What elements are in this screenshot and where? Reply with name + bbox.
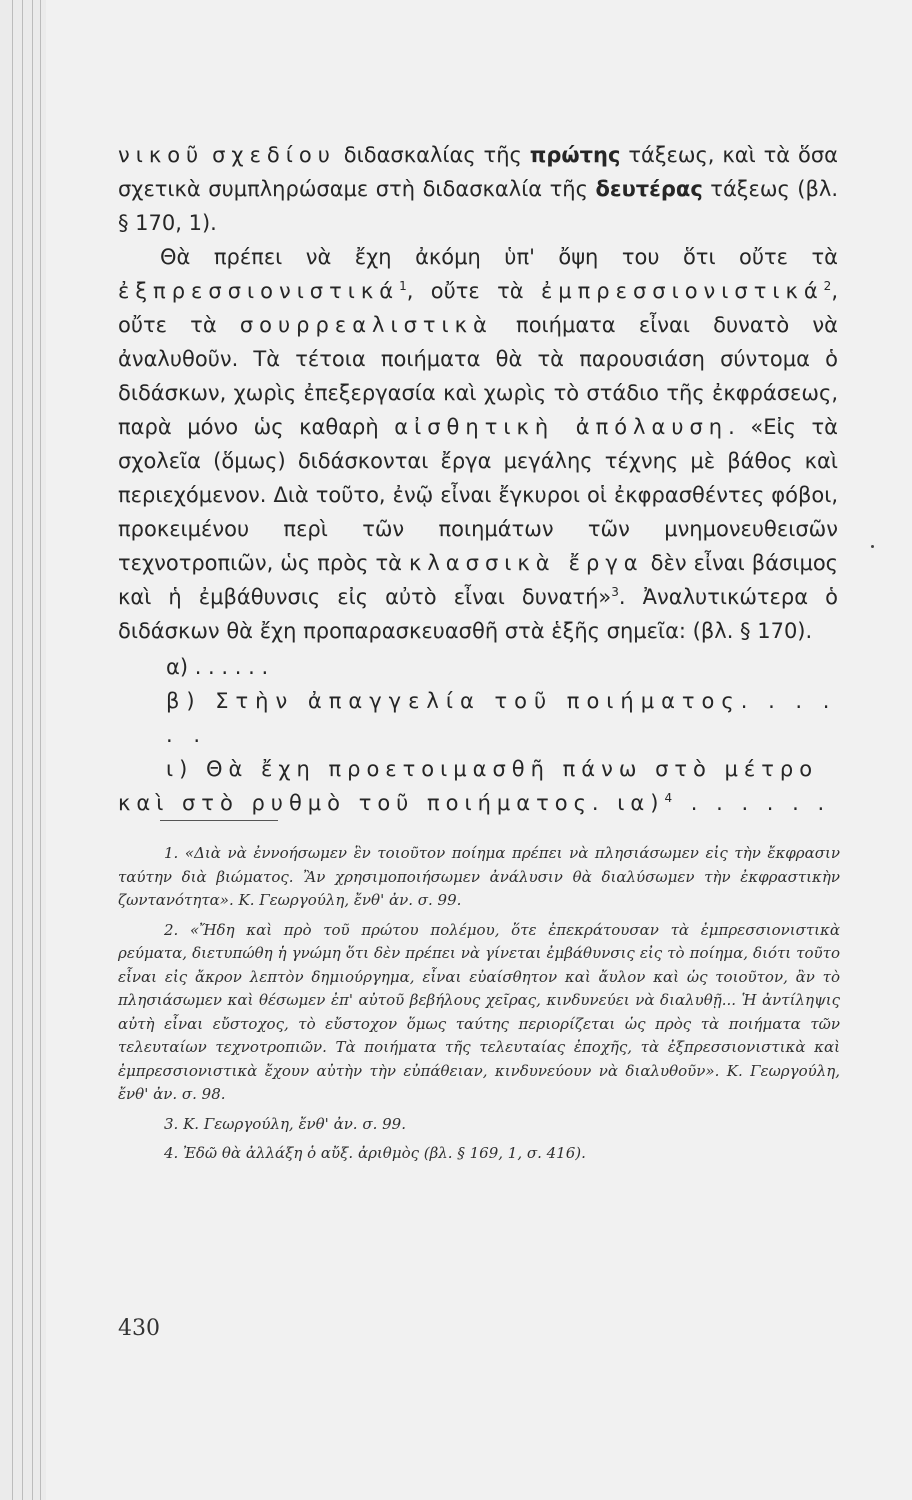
spaced-term: ἐμπρεσσιονιστικά [540,279,824,303]
footnote-ref: 2 [823,279,832,293]
text-run: , οὔτε τὰ [118,279,838,337]
binding-edge-line [32,0,33,1500]
text-run: δὲν εἶναι βάσιμος καὶ ἡ ἐμβάθυνσις εἰς αὐτὸ εἶναι δυνατή» [118,551,838,609]
footnote-ref: 1 [399,279,407,293]
text-run: . . . . . . [678,791,831,815]
list-item-b: β) Στὴν ἀπαγγελία τοῦ ποιήματος. . . . . . [166,689,837,747]
list-item-a: α) . . . . . . [166,655,269,679]
binding-edge-line [40,0,41,1500]
text-run: ποιήματα εἶναι δυνατὸ νὰ ἀναλυθοῦν. Τὰ τέτοια ποιήματα θὰ τὰ παρουσιάση σύντομα ὁ διδάσκων, χωρὶς ἐπεξεργασία καὶ χωρὶς τὸ στάδιο τῆς ἐκφράσεως, παρὰ μόνο ὡς καθαρὴ [118,313,838,439]
text-run: , οὔτε τὰ [406,279,541,303]
spaced-term: ἐξπρεσσιονιστικά [118,279,400,303]
list-item-i [118,752,838,820]
margin-mark [871,545,874,548]
text-run: ι) Θὰ ἔχη προετοιμασθῆ πάνω στὸ μέτρο καὶ στὸ ρυθμὸ τοῦ ποιήματος. ια) [118,757,819,815]
footnote-2: 2. «Ἤδη καὶ πρὸ τοῦ πρώτου πολέμου, ὅτε ἐπεκράτουσαν τὰ ἐμπρεσσιονιστικὰ ρεύματα, διετυπώθη ἡ γνώμη ὅτι δὲν πρέπει νὰ γίνεται ἐμβάθυνσις εἰς τὸ ποίημα, διότι τοῦτο εἶναι εἰς ἄκρον λεπτὸν δημιούργημα, εἶναι εὐαίσθητον καὶ ἄυλον καὶ ὡς τοιοῦτον, ἂν τὸ πλησιάσωμεν καὶ θέσωμεν ἐπ' αὐτοῦ βεβήλους χεῖρας, κινδυνεύει νὰ διαλυθῇ... Ἡ ἀντίληψις αὐτὴ εἶναι εὔστοχος, τὸ εὔστοχον ὅμως ταύτης περιορίζεται ὡς πρὸς τὰ ποιήματα τῶν τελευταίων τεχνοτροπιῶν. Τὰ ποιήματα τῆς τελευταίας ἐποχῆς, τὰ ἐξπρεσσιονιστικὰ καὶ ἐμπρεσσιονιστικὰ ἔχουν αὐτὴν τὴν εὐπάθειαν, κινδυνεύουν νὰ διαλυθοῦν». Κ. Γεωργούλη, ἔνθ' ἀν. σ. 98. [118,920,840,1103]
binding-edge-line [12,0,13,1500]
spaced-term: αἰσθητικὴ ἀπόλαυση [394,415,729,439]
footnote-ref: 3 [611,585,619,599]
footnote-divider [160,820,278,821]
footnote-1: 1. «Διὰ νὰ ἐννοήσωμεν ἓν τοιοῦτον ποίημα πρέπει νὰ πλησιάσωμεν εἰς τὴν ἔκφρασιν ταύτην διὰ βιώματος. Ἂν χρησιμοποιήσωμεν ἀνάλυσιν θὰ διαλύσωμεν τὴν ἐκφραστικὴν ζωντανότητα». Κ. Γεωργούλη, ἔνθ' ἀν. σ. 99. [118,844,840,909]
text-run: διδασκαλίας τῆς [335,143,530,167]
text-run: . Ἀναλυτικώτερα ὁ διδάσκων θὰ ἔχη προπαρασκευασθῆ στὰ ἑξῆς σημεῖα: (βλ. § 170). [118,585,838,643]
paragraph-1 [118,138,838,240]
bold-term: πρώτης [529,143,621,167]
paragraph-2 [118,240,838,648]
page-number: 430 [118,1316,160,1341]
spaced-term: κλασσικὰ ἔργα [409,551,644,575]
outline-list [118,650,838,820]
footnote-4: 4. Ἐδῶ θὰ ἀλλάξη ὁ αὔξ. ἀριθμὸς (βλ. § 169, 1, σ. 416). [164,1144,586,1162]
footnotes [118,842,840,1172]
text-run: τάξεως (βλ. § 170, 1). [118,177,838,235]
bold-term: δευτέρας [595,177,703,201]
footnote-3: 3. Κ. Γεωργούλη, ἔνθ' ἀν. σ. 99. [164,1114,406,1133]
spaced-term: σουρρεαλιστικὰ [239,313,493,337]
text-run: τάξεως, καὶ τὰ ὅσα σχετικὰ συμπληρώσαμε στὴ διδασκαλία τῆς [118,143,838,201]
text-run: σχεδίου [212,143,336,167]
text-run: Θὰ πρέπει νὰ ἔχη ἀκόμη ὑπ' ὄψη του ὅτι οὔτε τὰ [160,245,838,269]
text-run: νικοῦ [118,143,205,167]
text-run: . «Εἰς τὰ σχολεῖα (ὅμως) διδάσκονται ἔργα μεγάλης τέχνης μὲ βάθος καὶ περιεχόμενον. Διὰ τοῦτο, ἐνῷ εἶναι ἔγκυροι οἱ ἐκφρασθέντες φόβοι, προκειμένου περὶ τῶν ποιημάτων τῶν μνημονευθεισῶν τεχνοτροπιῶν, ὡς πρὸς τὰ [118,415,839,575]
footnote-ref: 4 [664,791,679,805]
main-text [118,138,838,648]
binding-edge-line [22,0,23,1500]
